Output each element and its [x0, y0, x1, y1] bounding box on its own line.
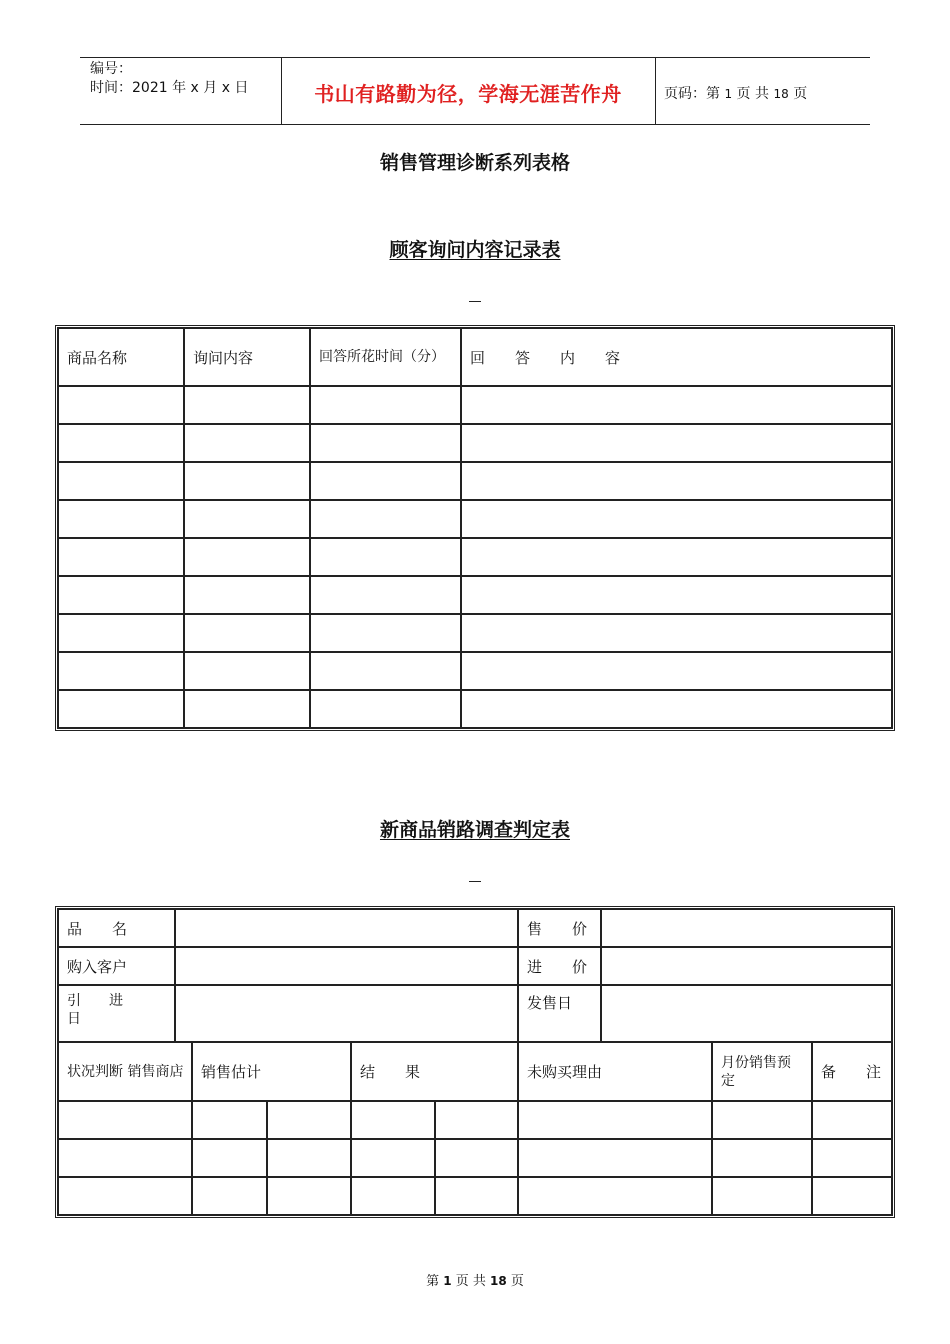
table-row [58, 1139, 892, 1177]
table-cell[interactable] [310, 462, 461, 500]
table-cell[interactable] [58, 1177, 192, 1215]
header-cell-answer-time: 回答所花时间（分） [310, 328, 461, 386]
table-row [58, 652, 892, 690]
table-cell[interactable] [461, 462, 892, 500]
table-cell[interactable] [58, 1101, 192, 1139]
table-cell[interactable] [184, 500, 310, 538]
table-cell[interactable] [812, 1177, 892, 1215]
table-cell[interactable] [812, 1101, 892, 1139]
release-day-value[interactable] [601, 985, 892, 1042]
table-cell[interactable] [435, 1101, 518, 1139]
price-label: 售 价 [518, 909, 601, 947]
table1-title: 顾客询问内容记录表 [389, 239, 561, 261]
table-row [58, 538, 892, 576]
table-cell[interactable] [310, 614, 461, 652]
table-cell[interactable] [461, 386, 892, 424]
table-cell[interactable] [267, 1139, 351, 1177]
header-cell-inquiry: 询问内容 [184, 328, 310, 386]
header-cell-remark: 备 注 [812, 1042, 892, 1101]
table-cell[interactable] [518, 1177, 712, 1215]
table-cell[interactable] [812, 1139, 892, 1177]
customer-value[interactable] [175, 947, 518, 985]
table-cell[interactable] [184, 690, 310, 728]
page-prefix: 页码：第 [664, 86, 720, 102]
table-cell[interactable] [310, 500, 461, 538]
table-cell[interactable] [184, 424, 310, 462]
table-cell[interactable] [518, 1101, 712, 1139]
table-cell[interactable] [310, 538, 461, 576]
header-divider [655, 57, 656, 125]
header-cell-sales-estimate: 销售估计 [192, 1042, 351, 1101]
table-cell[interactable] [58, 500, 184, 538]
table-cell[interactable] [58, 1139, 192, 1177]
table-cell[interactable] [351, 1139, 435, 1177]
table-header-row [58, 328, 892, 386]
table-cell[interactable] [310, 424, 461, 462]
table-cell[interactable] [461, 652, 892, 690]
table-cell[interactable] [192, 1177, 267, 1215]
cost-price-label: 进 价 [518, 947, 601, 985]
table-cell[interactable] [184, 652, 310, 690]
table-cell[interactable] [351, 1101, 435, 1139]
table-cell[interactable] [58, 462, 184, 500]
table-cell[interactable] [58, 690, 184, 728]
table-cell[interactable] [518, 1139, 712, 1177]
table-row [58, 462, 892, 500]
table-cell[interactable] [192, 1139, 267, 1177]
intro-day-value[interactable] [175, 985, 518, 1042]
table2-title: 新商品销路调查判定表 [379, 819, 570, 841]
separator-dash [469, 881, 481, 882]
sales-table-body [58, 1101, 892, 1215]
intro-day-label: 引 进 日 [58, 985, 175, 1042]
table-cell[interactable] [712, 1101, 812, 1139]
table-cell[interactable] [184, 462, 310, 500]
page-total: 18 [773, 87, 789, 101]
table-cell[interactable] [461, 576, 892, 614]
table-cell[interactable] [58, 538, 184, 576]
table-cell[interactable] [58, 386, 184, 424]
table-cell[interactable] [310, 652, 461, 690]
table-row [58, 909, 892, 947]
header-top-rule [80, 57, 870, 58]
table-cell[interactable] [58, 652, 184, 690]
header-cell-result: 结 果 [351, 1042, 518, 1101]
table-row [58, 947, 892, 985]
footer-suffix: 页 [510, 1274, 524, 1289]
table-cell[interactable] [192, 1101, 267, 1139]
table-cell[interactable] [58, 614, 184, 652]
cost-price-value[interactable] [601, 947, 892, 985]
footer-mid: 页 共 [455, 1274, 486, 1289]
price-value[interactable] [601, 909, 892, 947]
footer-page-number [0, 1270, 950, 1289]
header-bottom-rule [80, 124, 870, 125]
inquiry-record-table [55, 325, 895, 731]
page-suffix: 页 [793, 86, 808, 102]
table-cell[interactable] [461, 424, 892, 462]
table-cell[interactable] [310, 690, 461, 728]
new-product-sales-table [55, 906, 895, 1218]
inquiry-table-body [58, 386, 892, 728]
date-label: 时间：2021 年 x 月 x 日 [90, 80, 249, 96]
footer-total: 18 [490, 1274, 507, 1288]
table-cell[interactable] [184, 386, 310, 424]
table-cell[interactable] [58, 424, 184, 462]
table-cell[interactable] [267, 1177, 351, 1215]
table-cell[interactable] [461, 500, 892, 538]
table-cell[interactable] [712, 1177, 812, 1215]
header-page-number [664, 83, 807, 103]
table-cell[interactable] [58, 576, 184, 614]
footer-prefix: 第 [426, 1274, 440, 1289]
header-cell-product-name: 商品名称 [58, 328, 184, 386]
table-cell[interactable] [461, 690, 892, 728]
document-title: 销售管理诊断系列表格 [379, 152, 570, 174]
table-cell[interactable] [712, 1139, 812, 1177]
table-cell[interactable] [351, 1177, 435, 1215]
product-name-value[interactable] [175, 909, 518, 947]
table-cell[interactable] [184, 576, 310, 614]
table-cell[interactable] [461, 614, 892, 652]
header-cell-answer-content: 回 答 内 容 [461, 328, 892, 386]
table-row [58, 1101, 892, 1139]
header-cell-no-purchase-reason: 未购买理由 [518, 1042, 712, 1101]
table-row [58, 576, 892, 614]
table-row [58, 690, 892, 728]
table-row [58, 500, 892, 538]
table-cell[interactable] [461, 538, 892, 576]
header-motto: 书山有路勤为径，学海无涯苦作舟 [314, 82, 622, 106]
table-cell[interactable] [435, 1177, 518, 1215]
separator-dash [469, 301, 481, 302]
table-cell[interactable] [310, 576, 461, 614]
table-row [58, 1177, 892, 1215]
table-cell[interactable] [435, 1139, 518, 1177]
release-day-label: 发售日 [518, 985, 601, 1042]
customer-label: 购入客户 [58, 947, 175, 985]
table-row [58, 985, 892, 1042]
table-row [58, 424, 892, 462]
page-current: 1 [724, 87, 733, 101]
header-cell-status-store: 状况判断 销售商店 [58, 1042, 192, 1101]
serial-number-label: 编号： [90, 61, 132, 77]
table-row [58, 614, 892, 652]
product-name-label: 品 名 [58, 909, 175, 947]
table-subheader-row [58, 1042, 892, 1101]
table-cell[interactable] [310, 386, 461, 424]
table-cell[interactable] [184, 614, 310, 652]
header-cell-monthly-sales-plan: 月份销售预 定 [712, 1042, 812, 1101]
table-row [58, 386, 892, 424]
footer-current: 1 [443, 1274, 452, 1288]
page-mid: 页 共 [736, 86, 769, 102]
table-cell[interactable] [184, 538, 310, 576]
table-cell[interactable] [267, 1101, 351, 1139]
